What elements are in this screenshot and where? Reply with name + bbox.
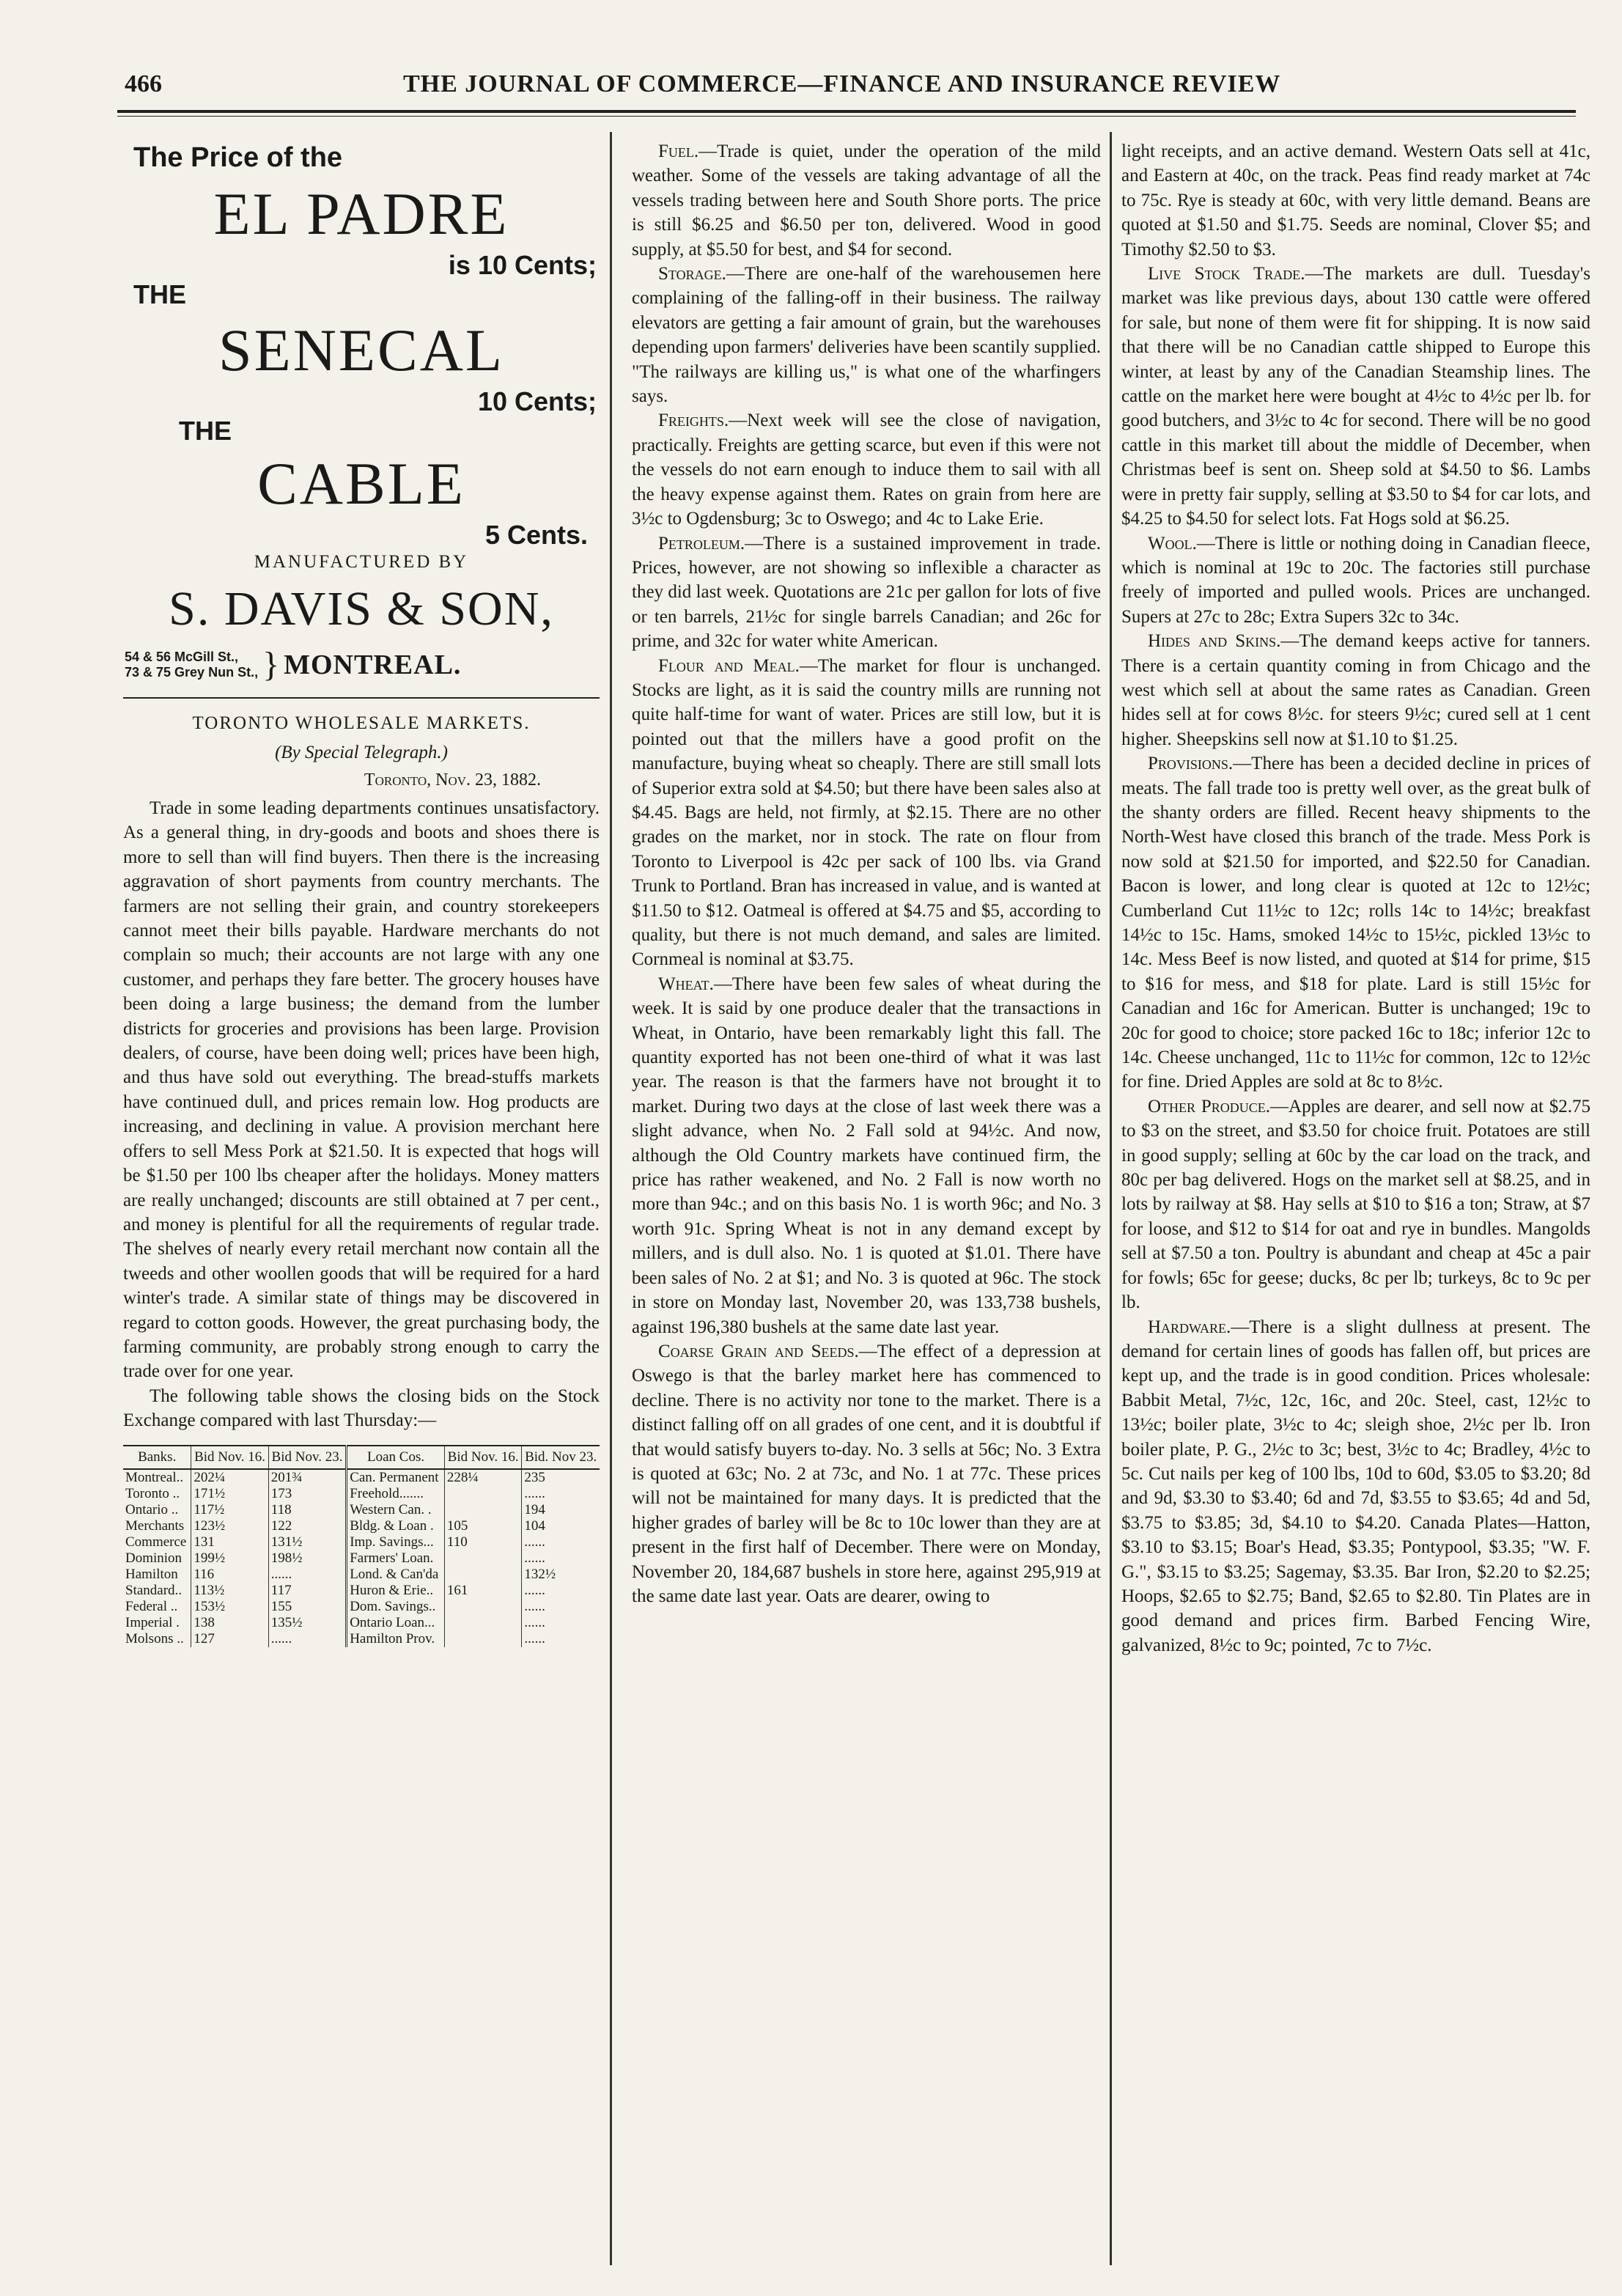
fuel-paragraph — [632, 139, 1101, 262]
table-cell: 118 — [268, 1502, 346, 1518]
table-cell: 135½ — [268, 1615, 346, 1631]
livestock-paragraph — [1121, 262, 1590, 531]
table-row — [123, 1469, 600, 1486]
ad-address-block — [125, 647, 600, 682]
table-header: Loan Cos. — [347, 1446, 445, 1469]
flour-text: —The market for flour is unchanged. Stocks are light, as it is said the country mills are running not quite half-time for want of water. Prices are still low, but it is pointed out that the millers have a good profit on the manufacture, buying wheat so cheaply. There are still small lots of Superior extra sold at $4.50; but there have been sales also at $4.45. Bags are held, not firmly, at $2.15. There are no other grades on the market, nor in stock. The rate on flour from Toronto to Liverpool is 42c per sack of 100 lbs. via Grand Trunk to Portland. Bran has increased in value, and is wanted at $11.50 to $12. Oatmeal is offered at $4.75 and $5, according to quality, but there is not much demand, and sales are limited. Cornmeal is nominal at $3.75. — [632, 655, 1101, 970]
table-row — [123, 1486, 600, 1502]
ad-price-2: 10 Cents; — [477, 386, 597, 416]
table-cell: Federal .. — [125, 1598, 178, 1614]
table-cell: ...... — [522, 1534, 600, 1550]
journal-title: THE JOURNAL OF COMMERCE—FINANCE AND INSURANCE REVIEW — [403, 70, 1281, 97]
table-cell: 173 — [268, 1486, 346, 1502]
table-cell: 131½ — [268, 1534, 346, 1550]
hardware-heading: Hardware. — [1148, 1317, 1231, 1337]
wool-heading: Wool. — [1148, 533, 1197, 553]
column-2 — [632, 139, 1101, 2280]
coarse-grain-text: —The effect of a depression at Oswego is that the barley market here has commenced to decline. There is no activity nor tone to the market. There is a distinct falling off on all grades of one cent, and it is doubtful if that would satisfy buyers to-day. No. 3 sells at 56c; No. 3 Extra is quoted at 63c; No. 2 at 73c, and No. 1 at 77c. These prices will not be maintained for many days. It is predicted that the higher grades of barley will be 8c to 10c lower than they are at present in the first half of December. There were on Monday, November 20, 184,687 bushels in store here, against 295,919 at the same date last year. Oats are dearer, owing to — [632, 1341, 1101, 1606]
table-cell: ...... — [522, 1486, 600, 1502]
freights-heading: Freights. — [658, 411, 729, 431]
table-cell: 194 — [522, 1502, 600, 1518]
wheat-heading: Wheat. — [658, 974, 714, 994]
table-row — [123, 1502, 600, 1518]
table-cell — [444, 1486, 521, 1502]
table-cell: Standard.. — [125, 1582, 183, 1598]
column-rule-2 — [1110, 132, 1112, 2265]
table-cell: 202¼ — [191, 1469, 268, 1486]
table-cell: 155 — [268, 1599, 346, 1615]
table-row — [123, 1615, 600, 1631]
table-cell: Dominion — [125, 1550, 183, 1566]
table-cell: 122 — [268, 1518, 346, 1534]
table-row — [123, 1534, 600, 1550]
ad-price-1: is 10 Cents; — [448, 250, 597, 280]
table-cell: 117½ — [191, 1502, 268, 1518]
toronto-intro-paragraph: Trade in some leading departments continues unsatisfactory. As a general thing, in dry-goods and boots and shoes there is more to sell than will find buyers. Then there is the increasing aggravation of short payments from country merchants. The farmers are not selling their grain, and country storekeepers cannot meet their bills payable. Hardware merchants do not complain so much; their accounts are not large with any one customer, and perhaps they fare better. The grocery houses have been doing a large business; the demand from the lumber districts for groceries and provisions has been large. Provision dealers, of course, have been doing well; prices have been high, and thus have sold out everything. The bread-stuffs markets have continued dull, and prices remain low. Hog products are increasing, and declining in value. A provision merchant here offers to sell Mess Pork at $21.50. It is expected that hogs will be $1.50 per 100 lbs cheaper after the holidays. Money matters are really unchanged; discounts are still obtained at 7 per cent., and money is plentiful for all the requirements of regular trade. The shelves of nearly every retail merchant now contain all the tweeds and other woollen goods that will be required for a hard winter's trade. A similar state of things may be discovered in regard to cotton goods. However, the great purchasing body, the farming community, are probably strong enough to carry the trade over for one year. — [123, 798, 600, 1382]
ad-manufactured-by: MANUFACTURED BY — [254, 552, 469, 572]
table-cell: ...... — [268, 1567, 346, 1583]
ad-brand-cable: CABLE — [257, 450, 465, 517]
table-cell: 161 — [444, 1583, 521, 1599]
table-cell: ...... — [522, 1583, 600, 1599]
table-cell: ...... — [522, 1550, 600, 1567]
table-cell: Imp. Savings... — [347, 1534, 445, 1550]
table-cell: Imperial . — [125, 1614, 180, 1630]
ad-brand-el-padre: EL PADRE — [213, 180, 509, 247]
table-cell: Can. Permanent — [347, 1469, 445, 1486]
fuel-heading: Fuel. — [658, 141, 699, 161]
column-rule-1 — [610, 132, 612, 2265]
provisions-text: —There has been a decided decline in prices of meats. The fall trade too is pretty well over, as the great bulk of the shanty orders are filled. Recent heavy shipments to the North-West have closed this branch of the trade. Mess Pork is now sold at $21.50 for imported, and $22.50 for Canadian. Bacon is lower, and long clear is quoted at 12c to 12½c; Cumberland Cut 11½c to 12c; rolls 14c to 14½c; breakfast 14½c to 15c. Hams, smoked 14½c to 15½c, pickled 13½c to 14c. Mess Beef is now listed, and quoted at $14 for prime, $15 to $16 for mess, and $18 for plate. Lard is still 15½c for Canadian and 16c for American. Butter is unchanged; 19c to 20c for good to choice; store packed 16c to 18c; inferior 12c to 14c. Cheese unchanged, 11c to 11½c for common, 12c to 12½c for fine. Dried Apples are sold at 8c to 8½c. — [1121, 754, 1590, 1092]
flour-heading: Flour and Meal. — [658, 655, 800, 676]
table-cell: 199½ — [191, 1550, 268, 1567]
wool-paragraph — [1121, 531, 1590, 630]
table-cell: ...... — [522, 1615, 600, 1631]
table-cell: 110 — [444, 1534, 521, 1550]
dateline: Toronto, Nov. 23, 1882. — [364, 770, 541, 790]
table-cell: 198½ — [268, 1550, 346, 1567]
table-cell: 138 — [191, 1615, 268, 1631]
storage-paragraph — [632, 262, 1101, 408]
table-cell: Hamilton — [125, 1566, 178, 1582]
table-cell: 105 — [444, 1518, 521, 1534]
ad-intro: The Price of the — [133, 142, 343, 173]
wool-text: —There is little or nothing doing in Canadian fleece, which is nominal at 19c to 20c. The factories still purchase freely of imported and pulled wools. Prices are unchanged. Supers at 27c to 28c; Extra Supers 32c to 34c. — [1121, 533, 1590, 627]
petroleum-paragraph — [632, 531, 1101, 654]
table-row — [123, 1631, 600, 1647]
freights-text: —Next week will see the close of navigation, practically. Freights are getting scarce, but even if this were not the vessels do not earn enough to induce them to sail with all the heavy expense against them. Rates on grain from here are 3½c to Ogdensburg; 3c to Oswego; and 4c to Lake Erie. — [632, 411, 1101, 529]
ad-price-3: 5 Cents. — [484, 520, 588, 550]
petroleum-text: —There is a sustained improvement in trade. Prices, however, are not showing so inflexible a character as they did last week. Quotations are 21c per gallon for lots of five or ten barrels, 21½c for single barrels Canadian; and 26c for prime, and 32c for water white American. — [632, 533, 1101, 652]
header-rule-thin — [117, 116, 1576, 117]
column-3 — [1121, 139, 1590, 2280]
freights-paragraph — [632, 408, 1101, 531]
other-produce-paragraph — [1121, 1094, 1590, 1315]
stock-exchange-table — [123, 1445, 600, 1647]
table-header: Bid Nov. 16. — [191, 1446, 268, 1469]
wheat-text: —There have been few sales of wheat during the week. It is said by one produce dealer that the transactions in Wheat, in Ontario, have been remarkably light this fall. The quantity exported has not been one-third of what it was last year. The reason is that the farmers have not brought it to market. During two days at the close of last week there was a slight advance, when No. 2 Fall sold at 94½c. And now, although the Old Country markets have continued firm, the price has rather weakened, and No. 2 Fall is now worth no more than 94c.; and on this basis No. 1 is worth 96c; and No. 3 worth 91c. Spring Wheat is not in any demand except by millers, and is dull also. No. 1 is quoted at $1.01. There have been sales of No. 2 at $1; and No. 3 is quoted at 96c. The stock in store on Monday last, November 20, was 133,738 bushels, against 196,380 bushels at the same date last year. — [632, 974, 1101, 1337]
table-cell: 228¼ — [444, 1469, 521, 1486]
table-cell — [444, 1615, 521, 1631]
hardware-paragraph — [1121, 1315, 1590, 1658]
table-cell: Hamilton Prov. — [347, 1631, 445, 1647]
provisions-heading: Provisions. — [1148, 754, 1234, 774]
table-cell: Toronto .. — [125, 1485, 180, 1501]
table-cell: Montreal.. — [125, 1469, 184, 1485]
coarse-grain-heading: Coarse Grain and Seeds. — [658, 1341, 859, 1361]
table-cell — [444, 1631, 521, 1647]
table-row — [123, 1583, 600, 1599]
section-title: TORONTO WHOLESALE MARKETS. — [192, 713, 531, 733]
table-cell: 117 — [268, 1583, 346, 1599]
page-number: 466 — [125, 70, 162, 97]
table-header: Bid. Nov 23. — [522, 1446, 600, 1469]
table-row — [123, 1518, 600, 1534]
table-row — [123, 1550, 600, 1567]
table-cell: Western Can. . — [347, 1502, 445, 1518]
provisions-paragraph — [1121, 751, 1590, 1094]
table-cell — [444, 1502, 521, 1518]
table-header: Bid Nov. 16. — [444, 1446, 521, 1469]
table-cell: 171½ — [191, 1486, 268, 1502]
table-cell: Farmers' Loan. — [347, 1550, 445, 1567]
petroleum-heading: Petroleum. — [658, 533, 745, 553]
table-cell: 235 — [522, 1469, 600, 1486]
table-cell: ...... — [268, 1631, 346, 1647]
table-cell: Ontario .. — [125, 1501, 179, 1517]
page-header — [125, 70, 1532, 107]
table-cell: ...... — [522, 1599, 600, 1615]
table-cell — [444, 1550, 521, 1567]
ad-brand-senecal: SENECAL — [218, 317, 504, 383]
table-cell: Ontario Loan... — [347, 1615, 445, 1631]
coarse-grain-paragraph — [632, 1339, 1101, 1608]
table-cell — [444, 1567, 521, 1583]
wheat-paragraph — [632, 972, 1101, 1339]
table-cell: ...... — [522, 1631, 600, 1647]
byline: (By Special Telegraph.) — [275, 743, 448, 762]
table-cell: 132½ — [522, 1567, 600, 1583]
other-produce-heading: Other Produce. — [1148, 1096, 1271, 1116]
table-cell: 127 — [191, 1631, 268, 1647]
table-cell: 113½ — [191, 1583, 268, 1599]
table-cell: 131 — [191, 1534, 268, 1550]
ad-the-1: THE — [133, 279, 186, 309]
continued-paragraph: light receipts, and an active demand. Western Oats sell at 41c, and Eastern at 40c, on the track. Peas find ready market at 74c to 75c. Rye is steady at 60c, with very little demand. Beans are quoted at $1.50 and $1.75. Seeds are nominal, Clover $5; and Timothy $2.50 to $3. — [1121, 141, 1590, 260]
table-row — [123, 1567, 600, 1583]
ad-maker: S. DAVIS & SON, — [169, 582, 554, 636]
stock-table-intro: The following table shows the closing bids on the Stock Exchange compared with last Thursday:— — [123, 1386, 600, 1431]
storage-text: —There are one-half of the warehousemen here complaining of the falling-off in their business. The railway elevators are getting a fair amount of grain, but the warehouses depending upon farmers' deliveries have been scantily supplied. "The railways are killing us," is what one of the wharfingers says. — [632, 264, 1101, 407]
column-1 — [123, 139, 600, 2280]
table-cell: Merchants — [125, 1517, 185, 1534]
table-cell: Lond. & Can'da — [347, 1567, 445, 1583]
table-cell: Molsons .. — [125, 1630, 184, 1646]
table-cell: Commerce — [125, 1534, 187, 1550]
storage-heading: Storage. — [658, 264, 726, 284]
hides-heading: Hides and Skins. — [1148, 631, 1281, 652]
table-cell: Freehold....... — [347, 1486, 445, 1502]
table-cell: 116 — [191, 1567, 268, 1583]
table-cell — [444, 1599, 521, 1615]
table-cell: Dom. Savings.. — [347, 1599, 445, 1615]
ad-city: MONTREAL. — [284, 650, 462, 680]
table-cell: 201¾ — [268, 1469, 346, 1486]
table-cell: 153½ — [191, 1599, 268, 1615]
ad-brace: } — [262, 645, 280, 684]
table-header: Banks. — [123, 1446, 191, 1469]
table-cell: 104 — [522, 1518, 600, 1534]
table-row — [123, 1599, 600, 1615]
hardware-text: —There is a slight dullness at present. The demand for certain lines of goods has fallen off, but prices are kept up, and the trade is in good condition. Prices wholesale: Babbit Metal, 7½c, 12c, 16c, and 20c. Steel, cast, 12½c to 13½c; boiler plate, 3½c to 4c; sleigh shoe, 2½c per lb. Iron boiler plate, P. G., 2½c to 3c; best, 3½c to 4c; Bradley, 4½c to 5c. Cut nails per keg of 100 lbs, 10d to 60d, $3.05 to $3.20; 8d and 9d, $3.30 to $3.40; 6d and 7d, $3.55 to $3.65; 4d and 5d, $3.75 to $3.85; 3d, $4.10 to $4.20. Canada Plates—Hatton, $3.10 to $3.15; Boar's Head, $3.35; Pontypool, $3.35; "W. F. G.", $3.15 to $3.25; Sagemay, $3.35. Bar Iron, $2.20 to $2.25; Hoops, $2.65 to $2.75; Band, $2.65 to $2.80. Tin Plates are in good demand and prices firm. Barbed Fencing Wire, galvanized, 8½c to 9c; pointed, 7c to 7½c. — [1121, 1317, 1590, 1655]
livestock-text: —The markets are dull. Tuesday's market was like previous days, about 130 cattle were offered for sale, but none of them were fit for shipping. It is now said that there will be no Canadian cattle shipped to Europe this winter, at least by any of the Canadian Steamship lines. The cattle on the market here were bought at 4½c to 4½c per lb. for good butchers, and 3½c to 4c for second. There will be no good cattle in this market till about the middle of December, when Christmas beef is sent on. Sheep sold at $4.50 to $6. Lambs were in pretty fair supply, selling at $3.50 to $4 for car lots, and $4.25 to $4.50 for select lots. Fat Hogs sold at $6.25. — [1121, 264, 1590, 529]
ad-address-2: 73 & 75 Grey Nun St., — [125, 665, 259, 680]
hides-text: —The demand keeps active for tanners. There is a certain quantity coming in from Chicago and the west which sell at about the same rates as Canadian. Green hides sell at for cows 8½c. for steers 9½c; cured sell at 1 cent higher. Sheepskins sell now at $1.10 to $1.25. — [1121, 631, 1590, 749]
ad-the-2: THE — [179, 416, 232, 446]
header-rule — [117, 110, 1576, 113]
fuel-text: —Trade is quiet, under the operation of the mild weather. Some of the vessels are taking advantage of all the vessels trading between here and South Shore ports. The price is still $6.25 and $6.50 per ton, delivered. Wood in good supply, at $5.50 for best, and $4 for second. — [632, 141, 1101, 260]
ad-rule — [123, 697, 600, 699]
table-header: Bid Nov. 23. — [268, 1446, 346, 1469]
table-cell: 123½ — [191, 1518, 268, 1534]
ad-address-1: 54 & 56 McGill St., — [125, 650, 239, 664]
livestock-heading: Live Stock Trade. — [1148, 264, 1305, 284]
cigar-advertisement — [123, 142, 600, 682]
flour-paragraph — [632, 654, 1101, 972]
other-produce-text: —Apples are dearer, and sell now at $2.75 to $3 on the street, and $3.50 for choice fruit. Potatoes are still in good supply; selling at 60c by the car load on the track, and 80c per bag delivered. Hogs on the market sell at $8.25, and in lots by railway at $8. Hay sells at $10 to $16 a ton; Straw, at $7 for loose, and $12 to $14 for oat and rye in bundles. Mangolds sell at $7.50 a ton. Poultry is abundant and cheap at 45c a pair for fowls; 65c for geese; ducks, 8c per lb; turkeys, 8c to 9c per lb. — [1121, 1096, 1590, 1313]
table-cell: Huron & Erie.. — [347, 1583, 445, 1599]
table-cell: Bldg. & Loan . — [347, 1518, 445, 1534]
hides-paragraph — [1121, 629, 1590, 751]
